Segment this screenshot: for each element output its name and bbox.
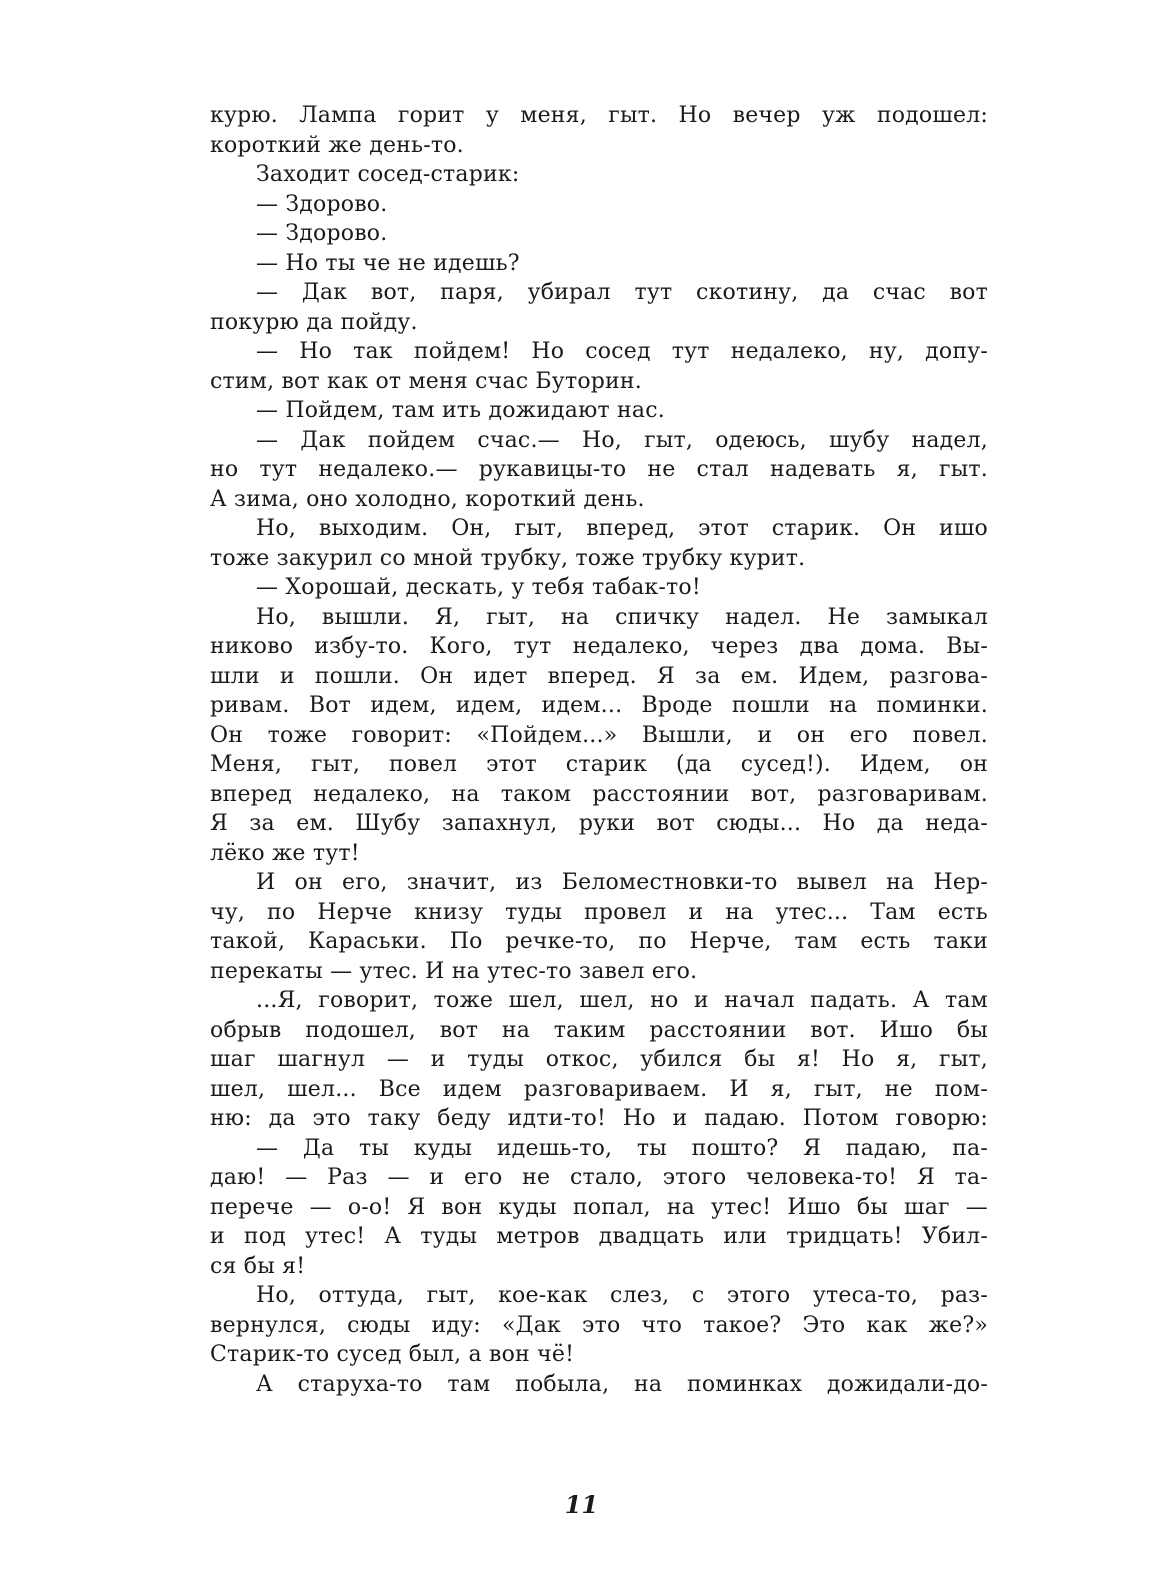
text-line: — Хорошай, дескать, у тебя табак-то! [256,575,701,600]
text-line: вернулся, сюды иду: «Дак это что такое? Это как же?» [210,1312,988,1338]
text-line: ню: да это таку беду идти-то! Но и падаю. Потом говорю: [210,1106,988,1131]
text-line: покурю да пойду. [210,309,418,335]
text-line: А старуха-то там побыла, на поминках дожидали-до- [256,1371,988,1397]
text-line: — Здорово. [256,221,388,246]
text-line: И он его, значит, из Беломестновки-то вывел на Нер- [256,870,988,895]
text-line: Старик-то сусед был, а вон чё! [210,1342,575,1367]
text-line: даю! — Раз — и его не стало, этого человека-то! Я та- [210,1165,988,1190]
text-line: — Пойдем, там ить дожидают нас. [256,398,665,423]
text-line: чу, по Нерче книзу туды провел и на утес... Там есть [210,899,988,925]
text-line: ...Я, говорит, тоже шел, шел, но и начал падать. А там [256,988,988,1013]
text-line: стим, вот как от меня счас Буторин. [210,368,642,394]
text-line: обрыв подошел, вот на таким расстоянии вот. Ишо бы [210,1017,988,1043]
text-line: курю. Лампа горит у меня, гыт. Но вечер уж подошел: [210,103,988,128]
text-line: — Дак вот, паря, убирал тут скотину, да счас вот [256,280,988,305]
text-line: — Но так пойдем! Но сосед тут недалеко, ну, допу- [256,339,988,364]
text-line: вперед недалеко, на таком расстоянии вот, разговаривам. [210,781,988,807]
text-line: А зима, оно холодно, короткий день. [210,486,645,512]
text-line: шаг шагнул — и туды откос, убился бы я! Но я, гыт, [210,1047,988,1072]
text-line: Но, выходим. Он, гыт, вперед, этот старик. Он ишо [256,516,988,541]
text-line: Но, вышли. Я, гыт, на спичку надел. Не замыкал [256,604,988,630]
text-line: шли и пошли. Он идет вперед. Я за ем. Идем, разгова- [210,663,988,689]
page-number: 11 [564,1490,599,1519]
text-line: лёко же тут! [210,840,360,866]
text-line: Он тоже говорит: «Пойдем...» Вышли, и он его повел. [210,722,988,748]
text-line: перече — о-о! Я вон куды попал, на утес! Ишо бы шаг — [210,1194,988,1220]
text-line: и под утес! А туды метров двадцать или тридцать! Убил- [210,1224,988,1249]
text-line: шел, шел... Все идем разговариваем. И я, гыт, не пом- [210,1076,988,1102]
text-line: — Здорово. [256,191,388,217]
text-line: ривам. Вот идем, идем, идем... Вроде пошли на поминки. [210,693,988,718]
text-line: Но, оттуда, гыт, кое-как слез, с этого утеса-то, раз- [256,1283,988,1308]
text-line: Меня, гыт, повел этот старик (да сусед!). Идем, он [210,752,988,777]
text-line: Я за ем. Шубу запахнул, руки вот сюды... Но да неда- [210,811,988,836]
text-line: такой, Караськи. По речке-то, по Нерче, там есть таки [210,929,988,954]
text-line: — Дак пойдем счас.— Но, гыт, одеюсь, шубу надел, [256,427,988,453]
text-line: Заходит сосед-старик: [256,162,520,187]
text-line: тоже закурил со мной трубку, тоже трубку курит. [210,545,806,571]
text-line: перекаты — утес. И на утес-то завел его. [210,958,698,984]
body-text [210,101,988,1399]
text-line: но тут недалеко.— рукавицы-то не стал надевать я, гыт. [210,457,988,482]
text-line: никово избу-то. Кого, тут недалеко, через два дома. Вы- [210,634,988,659]
text-line: — Да ты куды идешь-то, ты пошто? Я падаю, па- [256,1135,988,1161]
text-line: короткий же день-то. [210,132,464,158]
text-line: ся бы я! [210,1253,306,1279]
text-line: — Но ты че не идешь? [256,250,520,276]
